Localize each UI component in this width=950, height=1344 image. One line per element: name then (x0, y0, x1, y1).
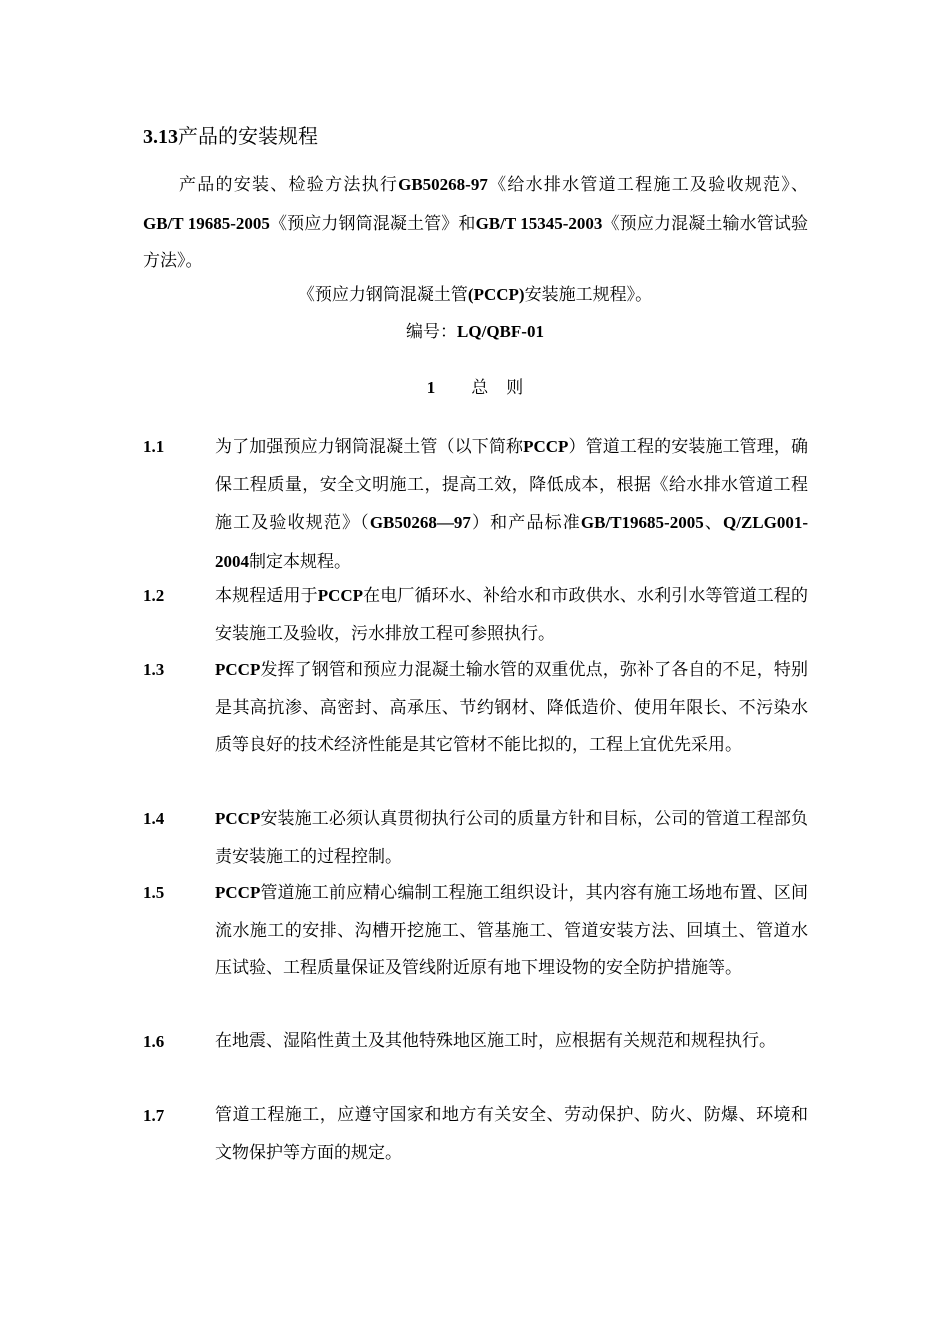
clause-code: GB50268—97 (369, 513, 471, 532)
doc-title-text: 《预应力钢筒混凝土管 (297, 285, 468, 305)
section-title: 产品的安装规程 (178, 124, 318, 148)
clause-text (215, 874, 808, 988)
clause-text-run: 管道施工前应精心编制工程施工组织设计，其内容有施工场地布置、区间流水施工的安排、沟槽开挖施工、管基施工、管道安装方法、回填土、管道水压试验、工程质量保证及管线附近原有地下埋设物的安全防护措施等。 (215, 883, 808, 978)
clause-text-run: 在地震、湿陷性黄土及其他特殊地区施工时，应根据有关规范和规程执行。 (215, 1031, 776, 1051)
clause-code: PCCP (317, 586, 364, 605)
chapter-number: 1 (426, 378, 436, 397)
intro-text: 产品的安装、检验方法执行 (179, 175, 399, 195)
document-number (0, 318, 950, 346)
section-heading (143, 122, 318, 151)
clause-number: 1.4 (143, 809, 165, 828)
clause-number: 1.1 (143, 437, 165, 456)
standard-code: GB/T 15345-2003 (475, 213, 603, 233)
clause-code: PCCP (215, 660, 261, 679)
clause-text-run: 安装施工必须认真贯彻执行公司的质量方针和目标，公司的管道工程部负责安装施工的过程控制。 (215, 809, 808, 867)
clause-code: Q/ZLG001-2004 (215, 513, 809, 571)
clause-code: PCCP (215, 809, 261, 828)
clause-text (215, 1023, 808, 1061)
intro-text: 《预应力钢筒混凝土管》和 (269, 213, 476, 234)
clause-text-run: ）和产品标准 (470, 513, 581, 533)
doc-number-label: 编号： (406, 322, 458, 342)
clause-text (215, 577, 808, 653)
chapter-heading (0, 374, 950, 402)
clause-text-run: 为了加强预应力钢筒混凝土管（以下简称 (215, 437, 524, 457)
clause-number: 1.6 (143, 1032, 165, 1051)
clause-code: GB/T19685-2005 (580, 513, 704, 532)
intro-text: 《给水排水管道工程施工及验收规范》、 (487, 175, 809, 195)
standard-code: GB/T 19685-2005 (143, 213, 270, 233)
doc-title-text: 安装施工规程》。 (524, 285, 653, 305)
doc-title-code: (PCCP) (467, 285, 525, 304)
intro-text: 《预应力混凝土输水管试验方法》。 (143, 213, 808, 271)
clause-text-run: 本规程适用于 (215, 586, 318, 606)
clause-text-run: 、 (703, 513, 723, 533)
clause-text (215, 800, 808, 876)
clause-number: 1.5 (143, 883, 165, 902)
clause-text-run: 发挥了钢管和预应力混凝土输水管的双重优点，弥补了各自的不足，特别是其高抗渗、高密封、高承压、节约钢材、降低造价、使用年限长、不污染水质等良好的技术经济性能是其它管材不能比拟的，工程上宜优先采用。 (215, 660, 808, 755)
clause-text-run: 制定本规程。 (249, 551, 351, 572)
clause-number: 1.7 (143, 1106, 165, 1125)
standard-code: GB50268-97 (398, 175, 488, 194)
chapter-title: 总 (471, 378, 489, 398)
clause-text (215, 428, 808, 581)
document-title (0, 281, 950, 309)
doc-number-value: LQ/QBF-01 (457, 322, 544, 341)
clause-text-run: 管道工程施工，应遵守国家和地方有关安全、劳动保护、防火、防爆、环境和文物保护等方面的规定。 (215, 1105, 808, 1163)
clause-number: 1.3 (143, 660, 165, 679)
clause-text (215, 651, 808, 765)
clause-text-run: 在电厂循环水、补给水和市政供水、水利引水等管道工程的安装施工及验收，污水排放工程可参照执行。 (215, 586, 809, 644)
clause-text (215, 1097, 808, 1172)
clause-code: PCCP (215, 883, 261, 902)
clause-text-run: ）管道工程的安装施工管理，确保工程质量，安全文明施工，提高工效，降低成本，根据《给水排水管道工程施工及验收规范》（ (215, 437, 809, 533)
clause-number: 1.2 (143, 586, 165, 605)
intro-paragraph (143, 166, 808, 281)
chapter-title: 则 (506, 378, 524, 398)
section-number: 3.13 (143, 126, 178, 148)
clause-code: PCCP (523, 437, 569, 456)
